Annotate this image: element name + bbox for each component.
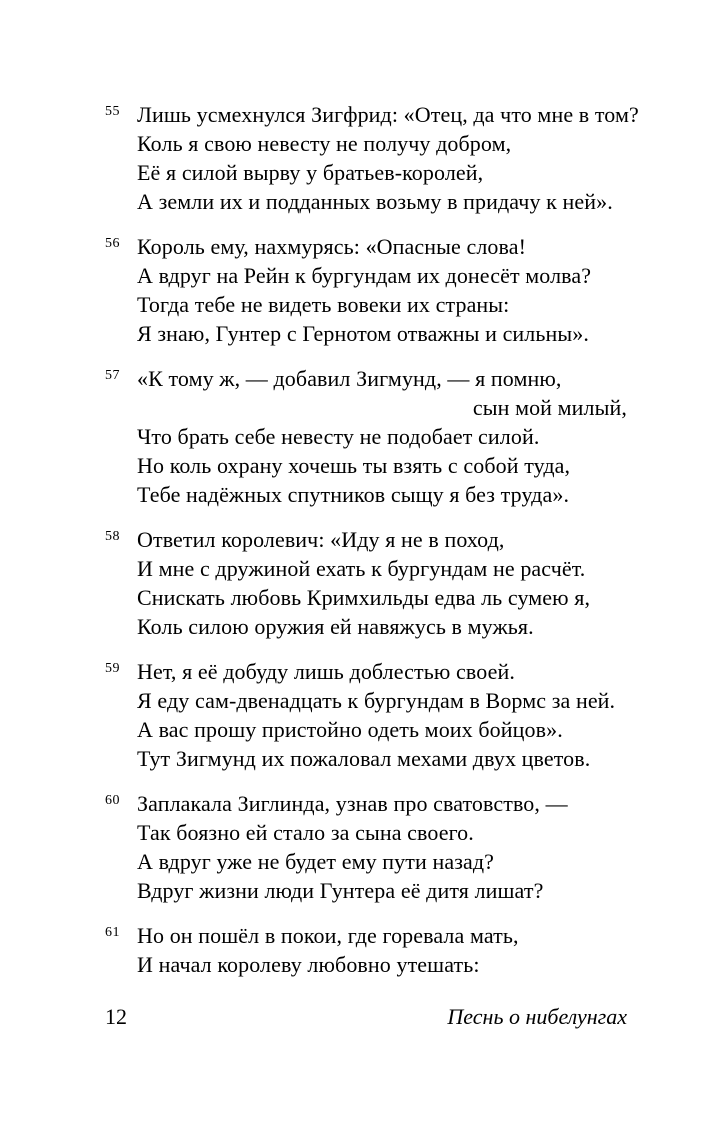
stanza-lines [137,921,627,979]
verse-line: Король ему, нахмурясь: «Опасные слова! [137,234,527,259]
stanza-lines [137,657,627,773]
verse-line: Коль я свою невесту не получу добром, [137,131,512,156]
verse-line: Нет, я её добуду лишь доблестью своей. [137,659,515,684]
running-title: Песнь о нибелунгах [447,1004,627,1029]
stanza [105,921,627,979]
stanza-lines [137,525,627,641]
verse-line: А земли их и подданных возьму в придачу к ней». [137,189,613,214]
verse-line: И начал королеву любовно утешать: [137,952,480,977]
stanza-number: 56 [105,236,120,251]
stanza-number: 58 [105,529,120,544]
verse-line: Коль силою оружия ей навяжусь в мужья. [137,614,534,639]
stanza-lines [137,789,627,905]
stanza-lines [137,232,627,348]
stanza-number: 55 [105,104,120,119]
poem [105,100,639,995]
stanza [105,789,627,905]
stanza [105,525,627,641]
stanza [105,232,627,348]
verse-line: Что брать себе невесту не подобает силой. [137,424,540,449]
verse-line: А вдруг на Рейн к бургундам их донесёт молва? [137,263,592,288]
stanza-lines [137,100,639,216]
verse-line: Снискать любовь Кримхильды едва ль сумею я, [137,585,591,610]
verse-line: Но коль охрану хочешь ты взять с собой туда, [137,453,571,478]
verse-line: Ответил королевич: «Иду я не в поход, [137,527,505,552]
verse-line: И мне с дружиной ехать к бургундам не расчёт. [137,556,586,581]
verse-line: Вдруг жизни люди Гунтера её дитя лишат? [137,878,544,903]
stanza-number: 57 [105,368,120,383]
page-footer [105,1002,627,1031]
stanza-number: 61 [105,925,120,940]
stanza-number: 59 [105,661,120,676]
verse-line: Но он пошёл в покои, где горевала мать, [137,923,519,948]
stanza-number: 60 [105,793,120,808]
verse-line: А вас прошу пристойно одеть моих бойцов». [137,717,563,742]
verse-line: Тогда тебе не видеть вовеки их страны: [137,292,510,317]
verse-line: «К тому ж, — добавил Зигмунд, — я помню, [137,366,562,391]
stanza-lines [137,364,627,509]
verse-line: Я знаю, Гунтер с Гернотом отважны и сильны». [137,321,589,346]
verse-line: Тебе надёжных спутников сыщу я без труда». [137,482,570,507]
verse-line: Лишь усмехнулся Зигфрид: «Отец, да что мне в том? [137,102,639,127]
stanza [105,657,627,773]
verse-line: Её я силой вырву у братьев-королей, [137,160,484,185]
page-number: 12 [105,1004,127,1029]
stanza [105,364,627,509]
verse-line: А вдруг уже не будет ему пути назад? [137,849,495,874]
verse-line: сын мой милый, [472,395,627,420]
verse-line: Я еду сам-двенадцать к бургундам в Вормс за ней. [137,688,616,713]
verse-line: Заплакала Зиглинда, узнав про сватовство, — [137,791,568,816]
verse-line: Так боязно ей стало за сына своего. [137,820,474,845]
verse-line: Тут Зигмунд их пожаловал мехами двух цветов. [137,746,591,771]
stanza [105,100,639,216]
